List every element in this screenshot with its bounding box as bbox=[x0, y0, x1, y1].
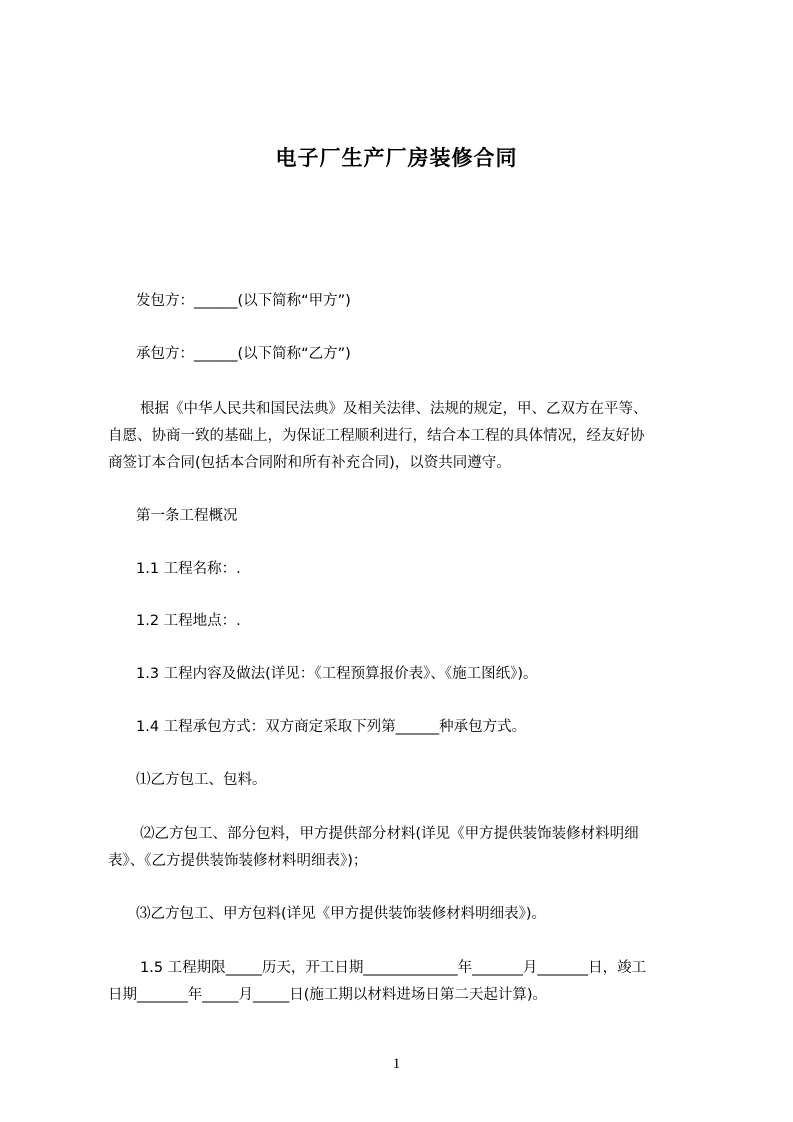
party-b-line: 承包方：______(以下简称“乙方”) bbox=[136, 346, 351, 362]
preamble-line-2: 自愿、协商一致的基础上，为保证工程顺利进行，结合本工程的具体情况，经友好协 bbox=[108, 428, 645, 444]
clause-1-5-line-2: 日期_______年_____月_____日(施工期以材料进场日第二天起计算)。 bbox=[108, 987, 548, 1003]
clause-1-1: 1.1 工程名称：. bbox=[136, 561, 241, 577]
party-a-line: 发包方：______(以下简称“甲方”) bbox=[136, 293, 351, 309]
option-3: ⑶乙方包工、甲方包料(详见《甲方提供装饰装修材料明细表》)。 bbox=[136, 906, 547, 922]
preamble-line-3: 商签订本合同(包括本合同附和所有补充合同)，以资共同遵守。 bbox=[108, 455, 511, 471]
clause-1-2: 1.2 工程地点：. bbox=[136, 613, 241, 629]
article-heading: 第一条工程概况 bbox=[136, 508, 238, 524]
clause-1-4: 1.4 工程承包方式：双方商定采取下列第______种承包方式。 bbox=[136, 719, 527, 735]
option-2-line-1: ⑵乙方包工、部分包料，甲方提供部分材料(详见《甲方提供装饰装修材料明细 bbox=[140, 826, 639, 842]
option-2-line-2: 表》、《乙方提供装饰装修材料明细表》)； bbox=[108, 853, 368, 869]
clause-1-3: 1.3 工程内容及做法(详见：《工程预算报价表》、《施工图纸》)。 bbox=[136, 666, 538, 682]
page-number: 1 bbox=[392, 1056, 401, 1072]
preamble-line-1: 根据《中华人民共和国民法典》及相关法律、法规的规定，甲、乙双方在平等、 bbox=[140, 401, 648, 417]
option-1: ⑴乙方包工、包料。 bbox=[136, 772, 267, 788]
document-title: 电子厂生产厂房装修合同 bbox=[275, 146, 518, 170]
clause-1-5-line-1: 1.5 工程期限_____历天，开工日期_____________年_______月_______日，竣工 bbox=[140, 960, 647, 976]
